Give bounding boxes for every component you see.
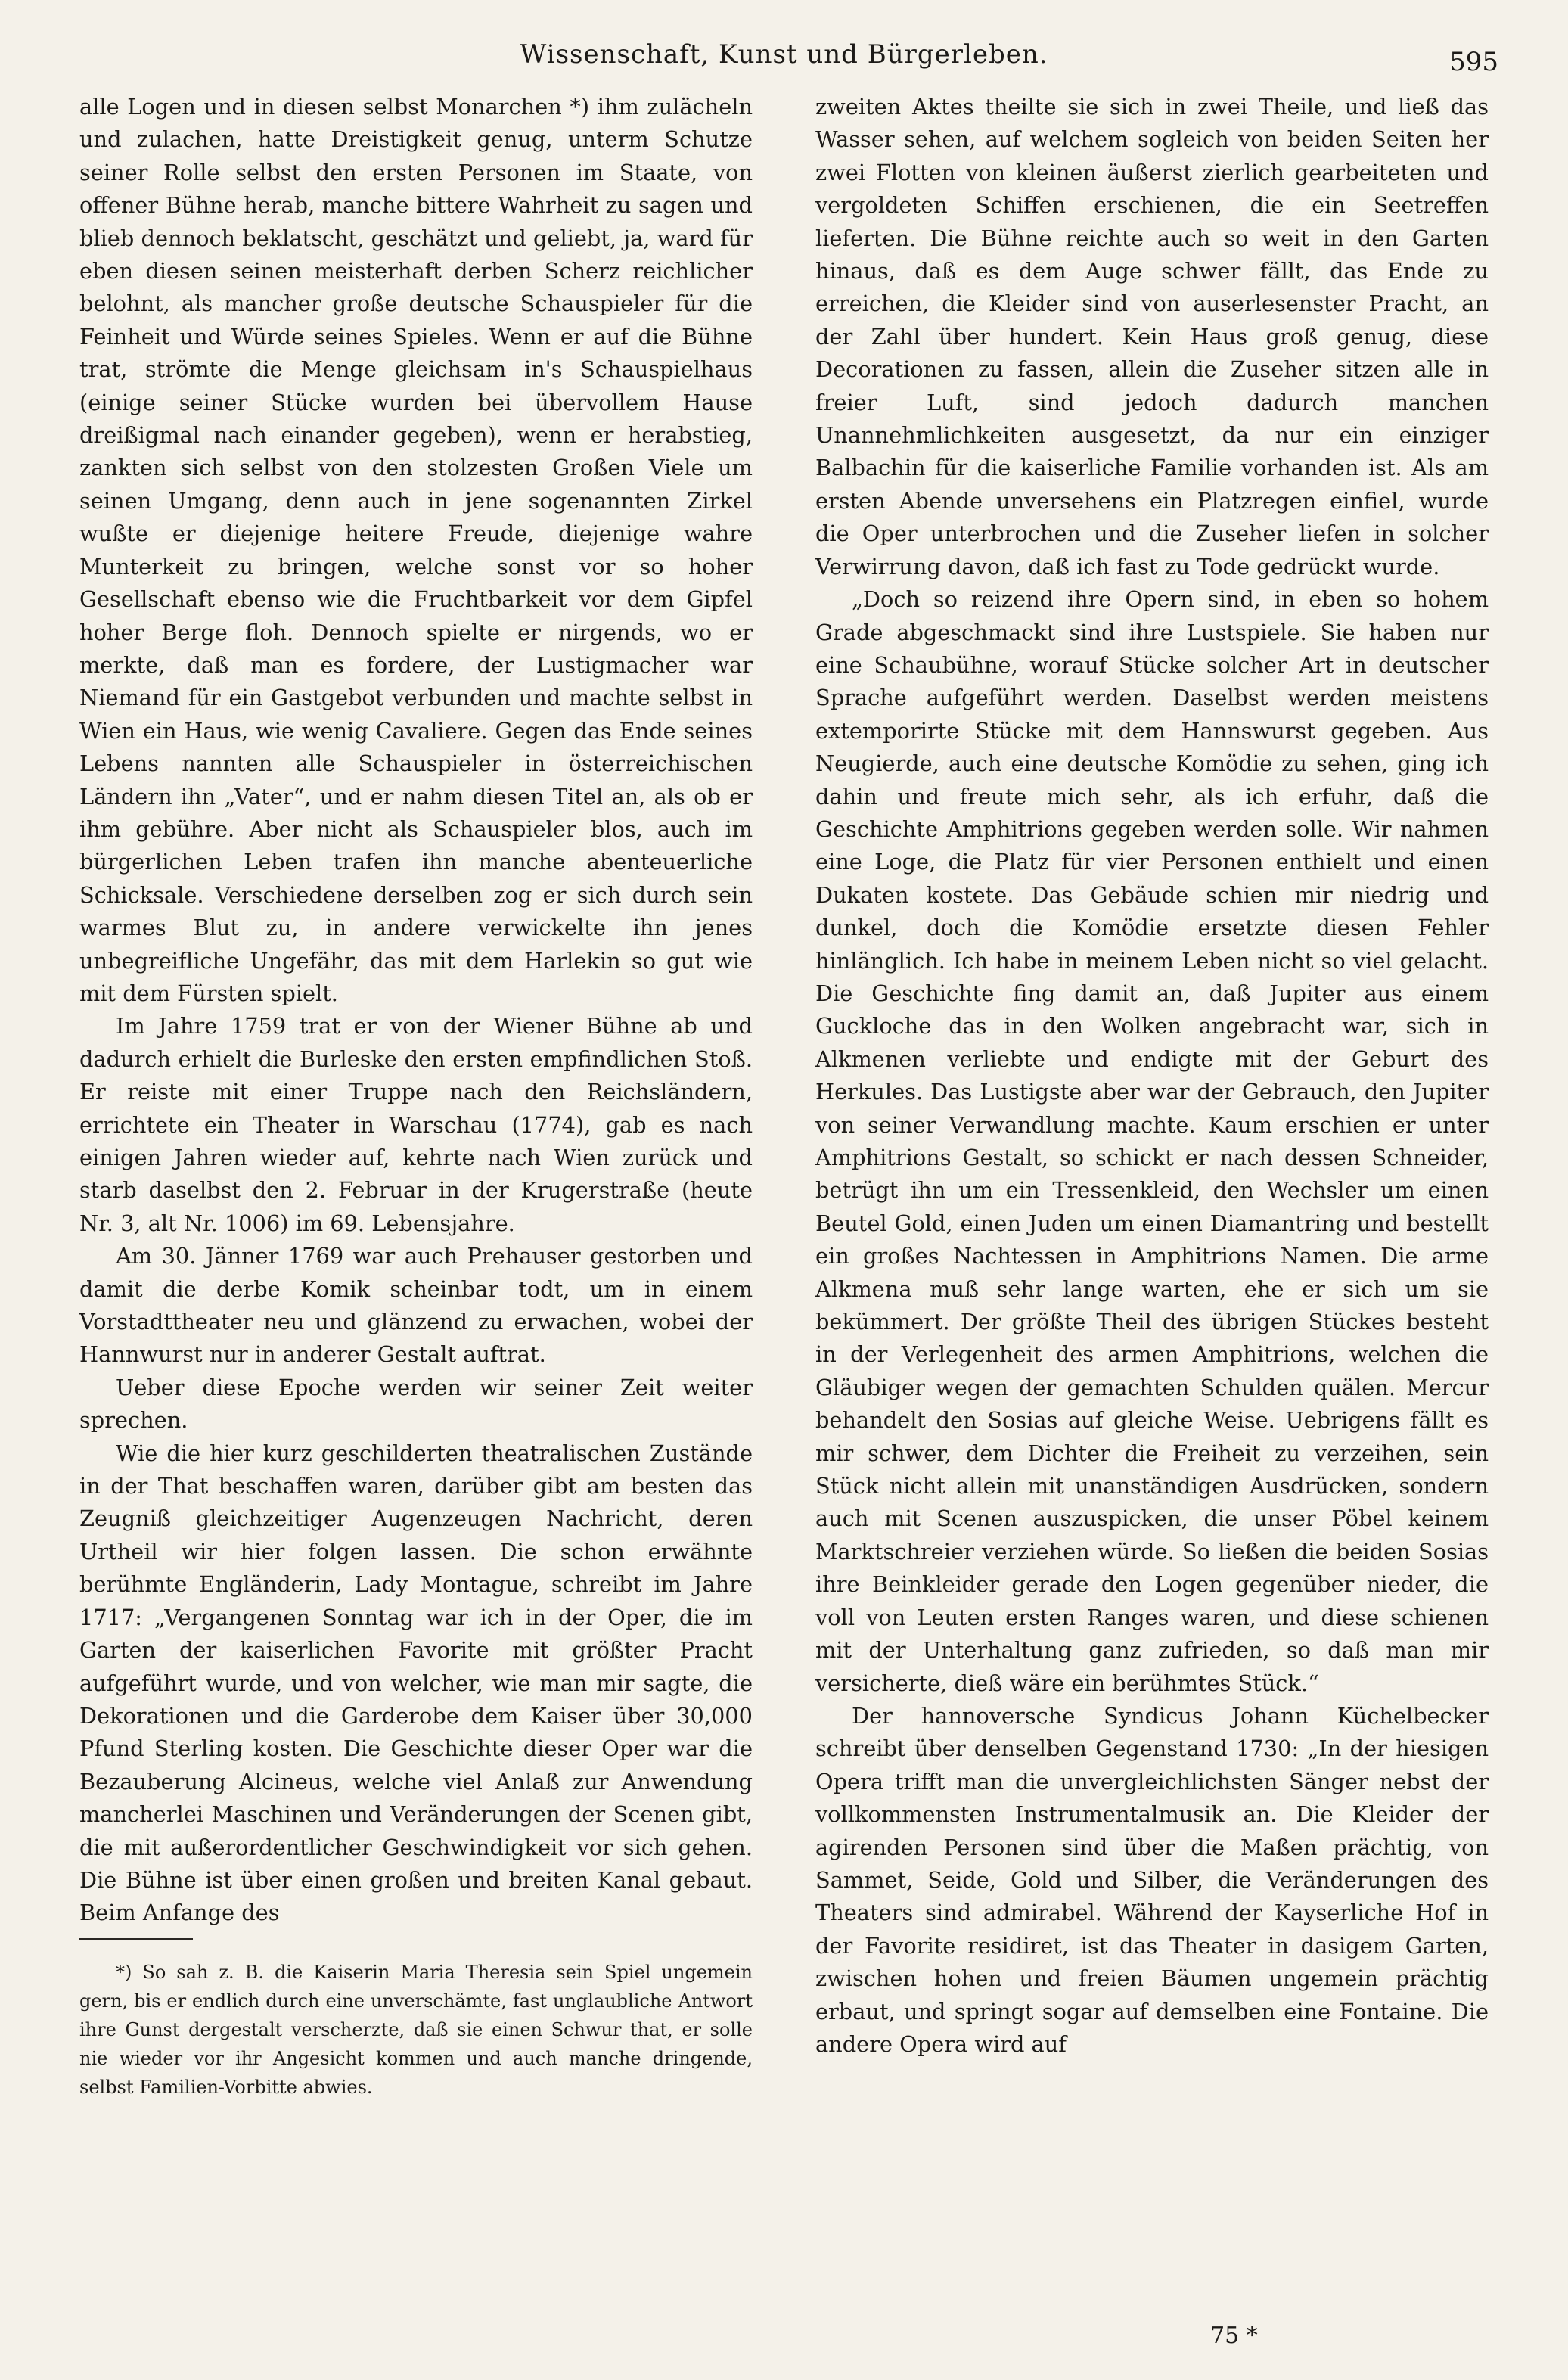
paragraph: zweiten Aktes theilte sie sich in zwei Theile, und ließ das Wasser sehen, auf welchem sogleich von beiden Seiten her zwei Flotten von kleinen äußerst zierlich gearbeiteten und vergoldeten Schiffen erschienen, die ein Seetreffen lieferten. Die Bühne reichte auch so weit in den Garten hinaus, daß es dem Auge schwer fällt, das Ende zu erreichen, die Kleider sind von auserlesenster Pracht, an der Zahl über hundert. Kein Haus groß genug, diese Decorationen zu fassen, allein die Zuseher sitzen alle in freier Luft, sind jedoch dadurch manchen Unannehmlichkeiten ausgesetzt, da nur ein einziger Balbachin für die kaiserliche Familie vorhanden ist. Als am ersten Abende unversehens ein Platzregen einfiel, wurde die Oper unterbrochen und die Zuseher liefen in solcher Verwirrung davon, daß ich fast zu Tode gedrückt wurde. <box>815 94 1489 579</box>
paragraph: Der hannoversche Syndicus Johann Küchelbecker schreibt über denselben Gegenstand 1730: „In der hiesigen Opera trifft man die unvergleichlichsten Sänger nebst der vollkommensten Instrumentalmusik an. Die Kleider der agirenden Personen sind über die Maßen prächtig, von Sammet, Seide, Gold und Silber, die Veränderungen des Theaters sind admirabel. Während der Kayserliche Hof in der Favorite residiret, ist das Theater in dasigem Garten, zwischen hohen und freien Bäumen ungemein prächtig erbaut, und springt sogar auf demselben eine Fontaine. Die andere Opera wird auf <box>815 1702 1489 2057</box>
paragraph: Im Jahre 1759 trat er von der Wiener Bühne ab und dadurch erhielt die Burleske den ersten empfindlichen Stoß. Er reiste mit einer Truppe nach den Reichsländern, errichtete ein Theater in Warschau (1774), gab es nach einigen Jahren wieder auf, kehrte nach Wien zurück und starb daselbst den 2. Februar in der Krugerstraße (heute Nr. 3, alt Nr. 1006) im 69. Lebensjahre. <box>79 1013 753 1236</box>
paragraph: Am 30. Jänner 1769 war auch Prehauser gestorben und damit die derbe Komik scheinbar todt, um in einem Vorstadttheater neu und glänzend zu erwachen, wobei der Hannwurst nur in anderer Gestalt auftrat. <box>79 1243 753 1368</box>
footnote-divider <box>79 1938 193 1940</box>
paragraph: Wie die hier kurz geschilderten theatralischen Zustände in der That beschaffen waren, darüber gibt am besten das Zeugniß gleichzeitiger Augenzeugen Nachricht, deren Urtheil wir hier folgen lassen. Die schon erwähnte berühmte Engländerin, Lady Montague, schreibt im Jahre 1717: „Vergangenen Sonntag war ich in der Oper, die im Garten der kaiserlichen Favorite mit größter Pracht aufgeführt wurde, und von welcher, wie man mir sagte, die Dekorationen und die Garderobe dem Kaiser über 30,000 Pfund Sterling kosten. Die Geschichte dieser Oper war die Bezauberung Alcineus, welche viel Anlaß zur Anwendung mancherlei Maschinen und Veränderungen der Scenen gibt, die mit außerordentlicher Geschwindigkeit vor sich gehen. Die Bühne ist über einen großen und breiten Kanal gebaut. Beim Anfange des <box>79 1440 753 1926</box>
paragraph: „Doch so reizend ihre Opern sind, in eben so hohem Grade abgeschmackt sind ihre Lustspiele. Sie haben nur eine Schaubühne, worauf Stücke solcher Art in deutscher Sprache aufgeführt werden. Daselbst werden meistens extemporirte Stücke mit dem Hannswurst gegeben. Aus Neugierde, auch eine deutsche Komödie zu sehen, ging ich dahin und freute mich sehr, als ich erfuhr, daß die Geschichte Amphitrions gegeben werden solle. Wir nahmen eine Loge, die Platz für vier Personen enthielt und einen Dukaten kostete. Das Gebäude schien mir niedrig und dunkel, doch die Komödie ersetzte diesen Fehler hinlänglich. Ich habe in meinem Leben nicht so viel gelacht. Die Geschichte fing damit an, daß Jupiter aus einem Guckloche das in den Wolken angebracht war, sich in Alkmenen verliebte und endigte mit der Geburt des Herkules. Das Lustigste aber war der Gebrauch, den Jupiter von seiner Verwandlung machte. Kaum erschien er unter Amphitrions Gestalt, so schickt er nach dessen Schneider, betrügt ihn um ein Tressenkleid, den Wechsler um einen Beutel Gold, einen Juden um einen Diamantring und bestellt ein großes Nachtessen in Amphitrions Namen. Die arme Alkmena muß sehr lange warten, ehe er sich um sie bekümmert. Der größte Theil des übrigen Stückes besteht in der Verlegenheit des armen Amphitrions, welchen die Gläubiger wegen der gemachten Schulden quälen. Mercur behandelt den Sosias auf gleiche Weise. Uebrigens fällt es mir schwer, dem Dichter die Freiheit zu verzeihen, sein Stück nicht allein mit unanständigen Ausdrücken, sondern auch mit Scenen auszuspicken, die unser Pöbel keinem Marktschreier verziehen würde. So ließen die beiden Sosias ihre Beinkleider gerade den Logen gegenüber nieder, die voll von Leuten ersten Ranges waren, und diese schienen mit der Unterhaltung ganz zufrieden, so daß man mir versicherte, dieß wäre ein berühmtes Stück.“ <box>815 586 1489 1696</box>
signature-mark: 75 * <box>1210 2323 1258 2349</box>
right-column <box>815 91 1489 2061</box>
page-number: 595 <box>1449 47 1498 77</box>
paragraph: Ueber diese Epoche werden wir seiner Zeit weiter sprechen. <box>79 1374 753 1434</box>
paragraph: alle Logen und in diesen selbst Monarchen *) ihm zulächeln und zulachen, hatte Dreistigkeit genug, unterm Schutze seiner Rolle selbst den ersten Personen im Staate, von offener Bühne herab, manche bittere Wahrheit zu sagen und blieb dennoch beklatscht, geschätzt und geliebt, ja, ward für eben diesen seinen meisterhaft derben Scherz reichlicher belohnt, als mancher große deutsche Schauspieler für die Feinheit und Würde seines Spieles. Wenn er auf die Bühne trat, strömte die Menge gleichsam in's Schauspielhaus (einige seiner Stücke wurden bei übervollem Hause dreißigmal nach einander gegeben), wenn er herabstieg, zankten sich selbst von den stolzesten Großen Viele um seinen Umgang, denn auch in jene sogenannten Zirkel wußte er diejenige heitere Freude, diejenige wahre Munterkeit zu bringen, welche sonst vor so hoher Gesellschaft ebenso wie die Fruchtbarkeit vor dem Gipfel hoher Berge floh. Dennoch spielte er nirgends, wo er merkte, daß man es fordere, der Lustigmacher war Niemand für ein Gastgebot verbunden und machte selbst in Wien ein Haus, wie wenig Cavaliere. Gegen das Ende seines Lebens nannten alle Schauspieler in österreichischen Ländern ihn „Vater“, und er nahm diesen Titel an, als ob er ihm gebühre. Aber nicht als Schauspieler blos, auch im bürgerlichen Leben trafen ihn manche abenteuerliche Schicksale. Verschiedene derselben zog er sich durch sein warmes Blut zu, in andere verwickelte ihn jenes unbegreifliche Ungefähr, das mit dem Harlekin so gut wie mit dem Fürsten spielt. <box>79 94 753 1006</box>
footnote: *) So sah z. B. die Kaiserin Maria Theresia sein Spiel ungemein gern, bis er endlich durch eine unverschämte, fast unglaubliche Antwort ihre Gunst dergestalt verscherzte, daß sie einen Schwur that, er solle nie wieder vor ihr Angesicht kommen und auch manche dringende, selbst Familien-Vorbitte abwies. <box>79 1962 753 2098</box>
left-column <box>79 91 753 1930</box>
running-head: Wissenschaft, Kunst und Bürgerleben. <box>520 39 1048 70</box>
